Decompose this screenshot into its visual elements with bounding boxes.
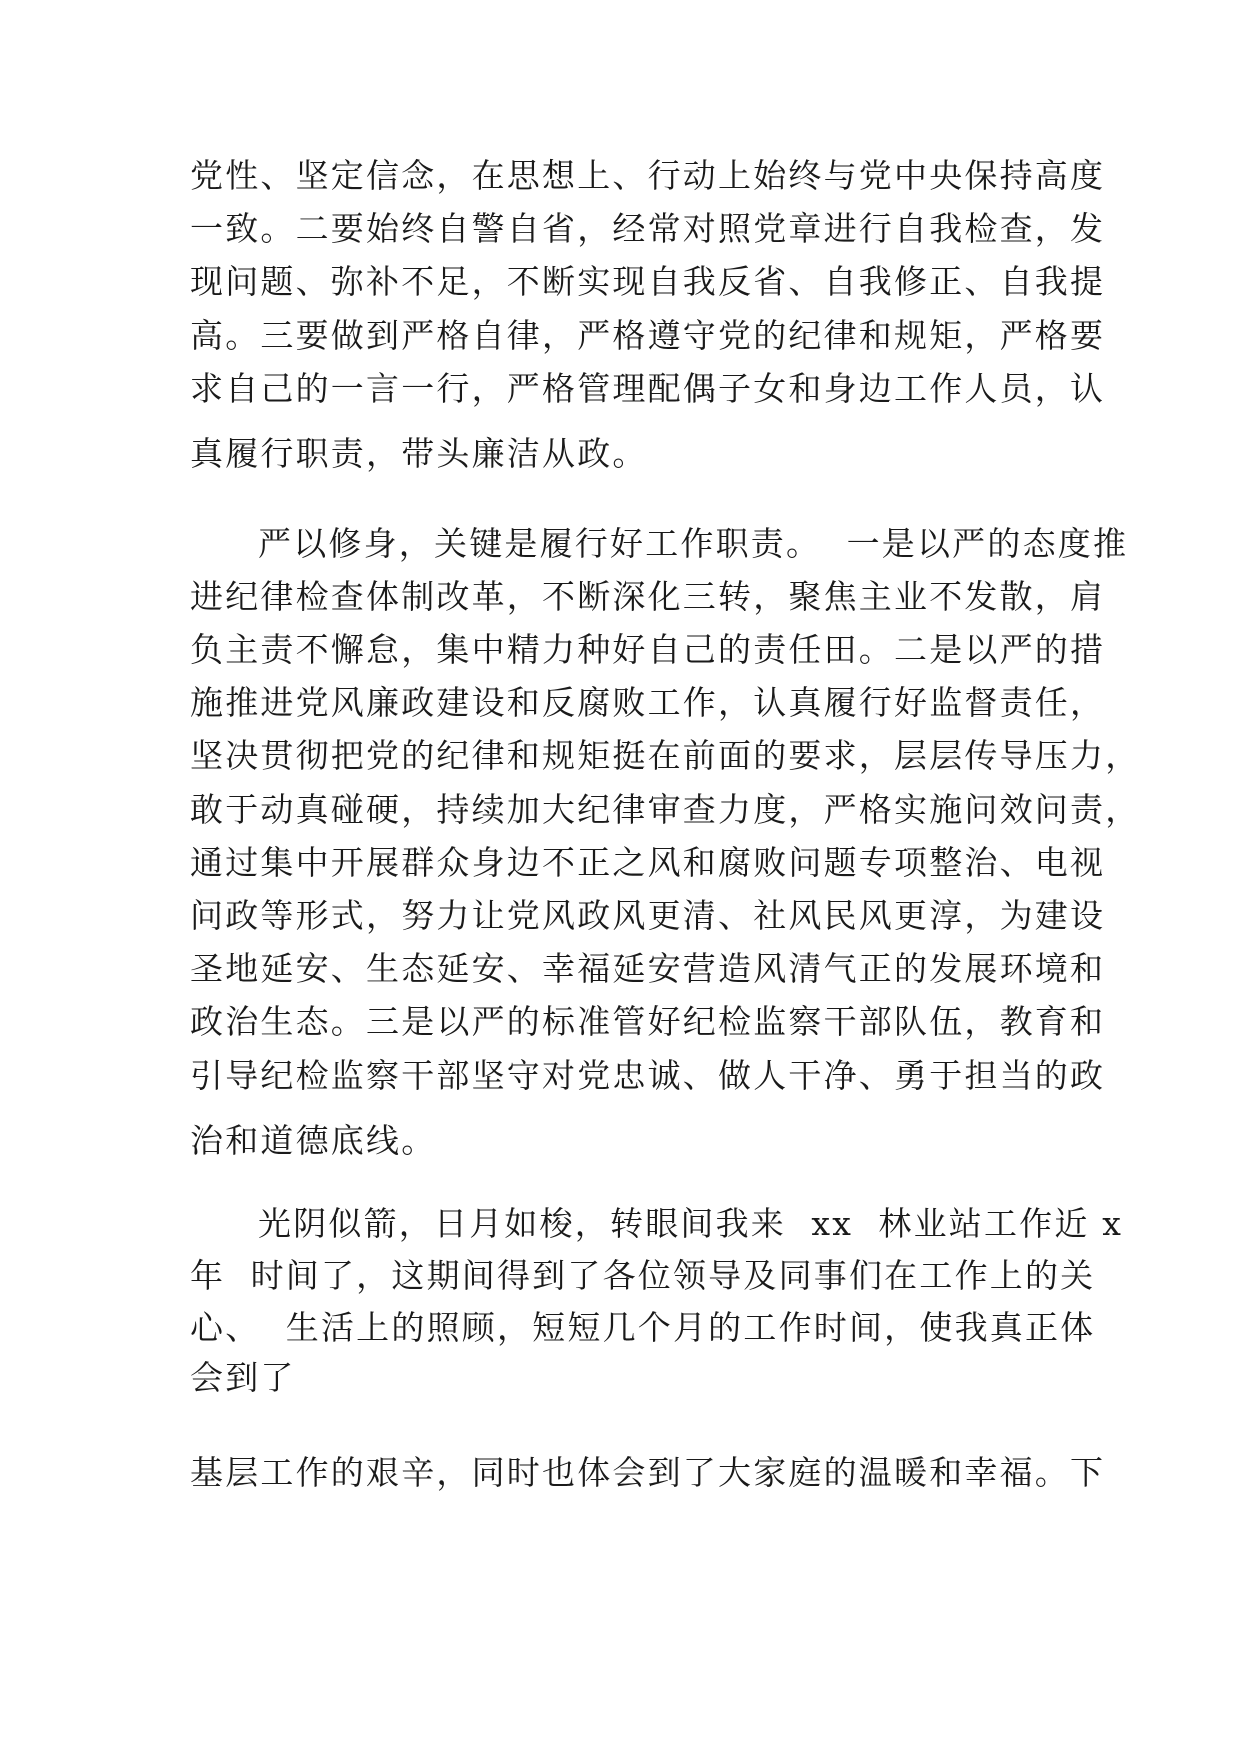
text-line: 坚决贯彻把党的纪律和规矩挺在前面的要求，层层传导压力， [190,736,1141,775]
text-line: 现问题、弥补不足，不断实现自我反省、自我修正、自我提 [190,262,1106,301]
paragraph-first-line: 光阴似箭，日月如梭，转眼间我来 xx 林业站工作近 x [258,1204,1124,1243]
text-line: 圣地延安、生态延安、幸福延安营造风清气正的发展环境和 [190,949,1106,988]
text-line: 求自己的一言一行，严格管理配偶子女和身边工作人员，认 [190,369,1106,408]
text-line: 施推进党风廉政建设和反腐败工作，认真履行好监督责任， [190,683,1106,722]
text-line: 政治生态。三是以严的标准管好纪检监察干部队伍，教育和 [190,1002,1106,1041]
text-line: 会到了 [190,1358,296,1397]
text-line: 进纪律检查体制改革，不断深化三转，聚焦主业不发散，肩 [190,577,1106,616]
text-line: 负主责不懈怠，集中精力种好自己的责任田。二是以严的措 [190,630,1106,669]
paragraph-first-line: 严以修身，关键是履行好工作职责。 一是以严的态度推 [258,524,1129,563]
text-line: 党性、坚定信念，在思想上、行动上始终与党中央保持高度 [190,156,1106,195]
text-line: 通过集中开展群众身边不正之风和腐败问题专项整治、电视 [190,843,1106,882]
text-line: 基层工作的艰辛，同时也体会到了大家庭的温暖和幸福。下 [190,1453,1106,1492]
text-line: 心、 生活上的照顾，短短几个月的工作时间，使我真正体 [190,1308,1096,1347]
text-line: 敢于动真碰硬，持续加大纪律审查力度，严格实施问效问责， [190,790,1141,829]
text-line: 年 时间了，这期间得到了各位领导及同事们在工作上的关 [190,1256,1096,1295]
text-line: 真履行职责，带头廉洁从政。 [190,434,648,473]
text-line: 引导纪检监察干部坚守对党忠诚、做人干净、勇于担当的政 [190,1056,1106,1095]
text-line: 高。三要做到严格自律，严格遵守党的纪律和规矩，严格要 [190,316,1106,355]
text-line: 一致。二要始终自警自省，经常对照党章进行自我检查，发 [190,209,1106,248]
text-line: 问政等形式，努力让党风政风更清、社风民风更淳，为建设 [190,896,1106,935]
text-line: 治和道德底线。 [190,1121,437,1160]
